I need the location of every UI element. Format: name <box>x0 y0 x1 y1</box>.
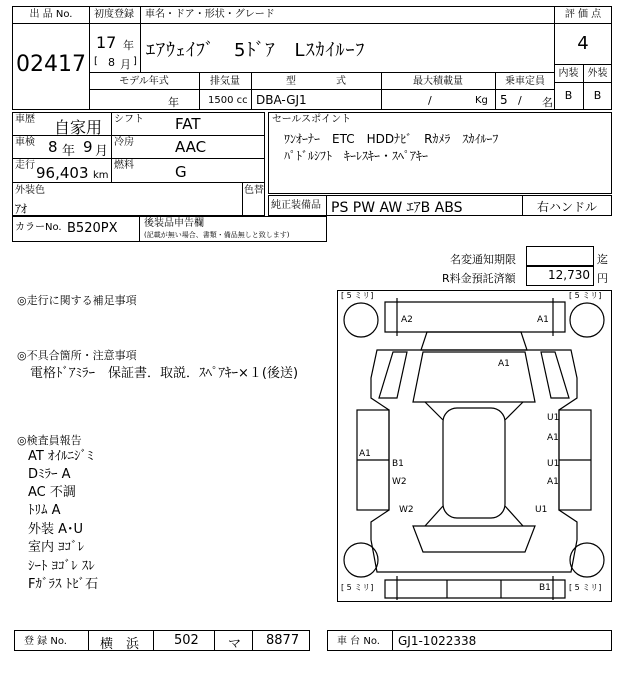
recycle-unit: 円 <box>597 272 608 285</box>
insp-month: 9 <box>83 138 93 156</box>
damage-mark: U1 <box>547 413 560 423</box>
lot-label: 出 品 No. <box>29 9 73 20</box>
first-reg-year: 17 <box>96 33 117 52</box>
capacity-unit: 名 <box>542 96 553 109</box>
tire-front-right <box>570 303 604 337</box>
damage-mark: A1 <box>537 315 549 325</box>
sales-point-label: セールスポイント <box>272 114 352 125</box>
shift-label: シフト <box>114 114 144 125</box>
damage-mark: A1 <box>498 359 510 369</box>
inspection-label: 車検 <box>15 137 35 148</box>
reg-number: 8877 <box>266 633 300 648</box>
insp-year-unit: 年 <box>62 144 76 159</box>
shift-value: FAT <box>175 115 201 133</box>
damage-mark: A1 <box>547 477 559 487</box>
inspector-line: 室内 ﾖｺﾞﾚ <box>28 540 85 555</box>
mileage-unit: km <box>93 170 109 181</box>
inspector-line: Dﾐﾗｰ A <box>28 467 71 482</box>
first-reg-month-bracket: [ <box>94 56 98 67</box>
model-year-unit: 年 <box>168 96 179 109</box>
color-no-value: B520PX <box>67 221 118 236</box>
damage-mark: B1 <box>392 459 404 469</box>
exterior-label: 外装 <box>587 68 608 79</box>
reg-class: 502 <box>174 633 199 648</box>
color-no-label: カラーNo. <box>15 222 62 233</box>
sales-point-line-2: ﾊﾟﾄﾞﾙｼﾌﾄ ｷｰﾚｽｷｰ・ｽﾍﾟｱｷｰ <box>284 149 429 163</box>
type-label: 型 式 <box>286 76 346 87</box>
damage-mark: U1 <box>535 505 548 515</box>
name-label: 車名・ドア・形状・グレード <box>145 9 275 20</box>
first-reg-label: 初度登録 <box>94 9 134 20</box>
insp-month-unit: 月 <box>95 144 109 159</box>
damage-mark: U1 <box>547 459 560 469</box>
sales-point-line-1: ﾜﾝｵｰﾅｰ ETC HDDﾅﾋﾞ Rｶﾒﾗ ｽｶｲﾙｰﾌ <box>284 132 499 146</box>
mileage-value: 96,403 <box>36 164 89 182</box>
displacement-label: 排気量 <box>210 76 240 87</box>
exterior-color-label: 外装色 <box>15 185 45 196</box>
tire-tr-label: [ 5 ミリ] <box>569 291 602 300</box>
driving-notes-title: ◎走行に関する補足事項 <box>17 294 137 307</box>
tire-front-left <box>344 303 378 337</box>
type-value: DBA-GJ1 <box>256 93 307 107</box>
interior-grade: B <box>564 89 573 102</box>
damage-mark: W2 <box>399 505 414 515</box>
load-value: / <box>428 94 432 107</box>
damage-mark: B1 <box>539 583 551 593</box>
inspector-line: Fｶﾞﾗｽ ﾄﾋﾞ石 <box>28 577 99 592</box>
car-name: ｴｱｳｪｲﾌﾞ 5ﾄﾞｱ Lｽｶｲﾙｰﾌ <box>146 40 366 61</box>
first-reg-year-unit: 年 <box>123 39 134 52</box>
defect-title: ◎不具合箇所・注意事項 <box>17 349 137 362</box>
aftermarket-note: (記載が無い場合、書類・備品無しと致します) <box>144 231 290 239</box>
name-change-label: 名変通知期限 <box>450 253 516 266</box>
car-outline <box>344 298 604 600</box>
aftermarket-label: 後装品申告欄 <box>144 218 204 229</box>
tire-labels <box>341 291 601 592</box>
history-value: 自家用 <box>54 118 103 137</box>
name-change-unit: 迄 <box>597 253 608 266</box>
genuine-label: 純正装備品 <box>271 200 321 211</box>
score-label: 評 価 点 <box>564 9 602 20</box>
exterior-grade: B <box>593 89 602 102</box>
inspector-line: 外装 A･U <box>28 522 84 537</box>
defect-text: 電格ﾄﾞｱﾐﾗｰ 保証書．取説．ｽﾍﾟｱｷｰ×１(後送) <box>30 366 299 381</box>
damage-mark: A1 <box>547 433 559 443</box>
damage-mark: W2 <box>392 477 407 487</box>
lot-number: 02417 <box>16 52 86 77</box>
load-unit: Kg <box>475 95 488 106</box>
car-diagram <box>337 290 612 602</box>
score-value: 4 <box>577 33 589 54</box>
first-reg-month: 8 <box>108 56 115 69</box>
inspector-line: AC 不調 <box>28 485 76 500</box>
fuel-label: 燃料 <box>114 160 134 171</box>
insp-year: 8 <box>48 138 58 156</box>
recycle-label: R料金預託済額 <box>442 272 516 285</box>
exterior-color-value: ｱｵ <box>15 202 28 216</box>
inspector-line: AT ｵｲﾙﾆｼﾞﾐ <box>28 449 94 464</box>
tire-tl-label: [ 5 ミリ] <box>341 291 374 300</box>
damage-mark: A2 <box>401 315 413 325</box>
displacement-value: 1500 cc <box>208 95 248 106</box>
inspector-title: ◎検査員報告 <box>17 434 82 447</box>
fuel-value: G <box>175 163 187 181</box>
name-change-box <box>526 246 594 266</box>
tire-br-label: [ 5 ミリ] <box>569 583 602 592</box>
inspector-line: ｼｰﾄ ﾖｺﾞﾚ ｽﾚ <box>28 559 95 574</box>
reg-kana: マ <box>228 637 242 652</box>
tire-bl-label: [ 5 ミリ] <box>341 583 374 592</box>
handle-position: 右ハンドル <box>537 200 598 214</box>
inspector-line: ﾄﾘﾑ A <box>28 503 61 518</box>
history-label: 車歴 <box>15 114 35 125</box>
mileage-label: 走行 <box>15 160 35 171</box>
reg-area: 横 浜 <box>100 637 140 652</box>
recycle-value: 12,730 <box>548 268 590 282</box>
interior-label: 内装 <box>558 68 579 79</box>
chassis-label: 車 台 No. <box>337 636 380 647</box>
genuine-value: PS PW AW ｴｱB ABS <box>331 200 463 216</box>
reg-label: 登 録 No. <box>24 636 67 647</box>
damage-mark: A1 <box>359 449 371 459</box>
load-label: 最大積載量 <box>413 76 463 87</box>
ac-value: AAC <box>175 138 207 156</box>
ac-label: 冷房 <box>114 137 134 148</box>
model-year-label: モデル年式 <box>119 76 169 87</box>
recolor-label: 色替 <box>244 185 264 196</box>
capacity-sep: / <box>518 94 522 107</box>
chassis-number: GJ1-1022338 <box>398 634 477 648</box>
capacity-label: 乗車定員 <box>505 76 545 87</box>
first-reg-month-unit: 月 <box>120 58 131 71</box>
capacity-value: 5 <box>500 93 508 107</box>
